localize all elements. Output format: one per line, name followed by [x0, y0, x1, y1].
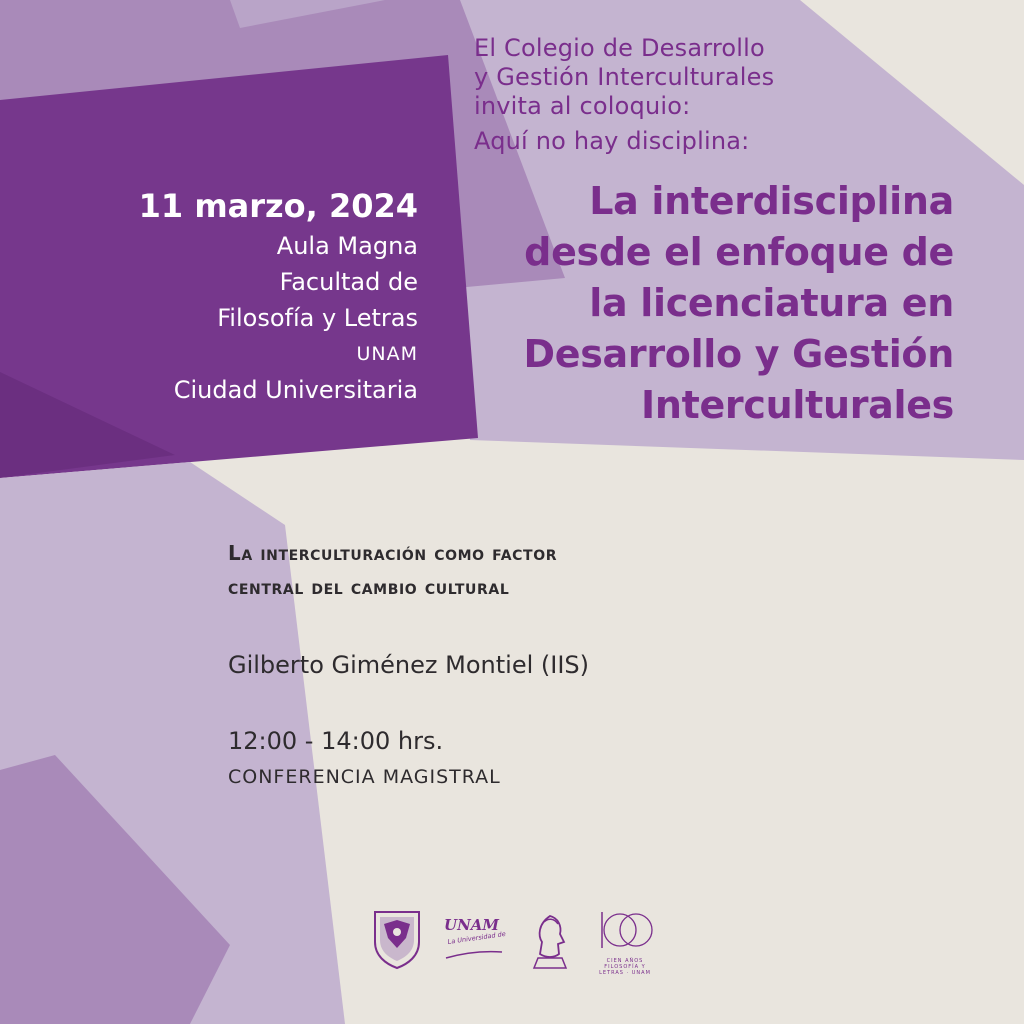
unam-script-graphic: [442, 914, 506, 964]
talk-title: [228, 536, 589, 604]
venue-line-5: Ciudad Universitaria: [173, 376, 418, 404]
venue-line-4: UNAM: [356, 343, 418, 365]
cien-anos-logo: [594, 908, 660, 974]
event-time: 12:00 - 14:00 hrs.: [228, 727, 444, 755]
unam-script-text: UNAM: [444, 916, 500, 934]
unam-shield-icon: [370, 908, 424, 970]
title-line-3: la licenciatura en: [589, 281, 954, 325]
talk-title-line-1: La interculturación como factor: [228, 541, 558, 565]
intro-line-2: y Gestión Interculturales: [474, 63, 775, 91]
title-line-1: La interdisciplina: [589, 179, 954, 223]
hundred-years-icon: [594, 908, 656, 954]
venue-block: [139, 184, 418, 408]
logo-row: [370, 908, 660, 974]
unam-logotype: [442, 914, 506, 964]
colloquium-subtitle: Aquí no hay disciplina:: [474, 127, 750, 155]
athena-helmet-icon: [528, 912, 572, 972]
unam-tagline: La Universidad de: [447, 929, 506, 946]
talk-title-line-2: central del cambio cultural: [228, 575, 510, 599]
cien-anos-text: CIEN AÑOS FILOSOFÍA Y LETRAS · UNAM: [599, 958, 651, 976]
speaker-name: Gilberto Giménez Montiel (IIS): [228, 651, 589, 679]
venue-line-1: Aula Magna: [276, 232, 418, 260]
event-type: CONFERENCIA MAGISTRAL: [228, 766, 501, 788]
colloquium-title: [524, 176, 954, 431]
title-line-5: Interculturales: [641, 383, 954, 427]
title-line-4: Desarrollo y Gestión: [523, 332, 954, 376]
venue-line-2: Facultad de: [279, 268, 418, 296]
intro-line-3: invita al coloquio:: [474, 92, 691, 120]
intro-line-1: El Colegio de Desarrollo: [474, 34, 765, 62]
intro-block: [474, 34, 774, 156]
venue-line-3: Filosofía y Letras: [217, 304, 418, 332]
title-line-2: desde el enfoque de: [524, 230, 954, 274]
event-date: 11 marzo, 2024: [138, 187, 418, 225]
talk-block: [228, 536, 589, 790]
